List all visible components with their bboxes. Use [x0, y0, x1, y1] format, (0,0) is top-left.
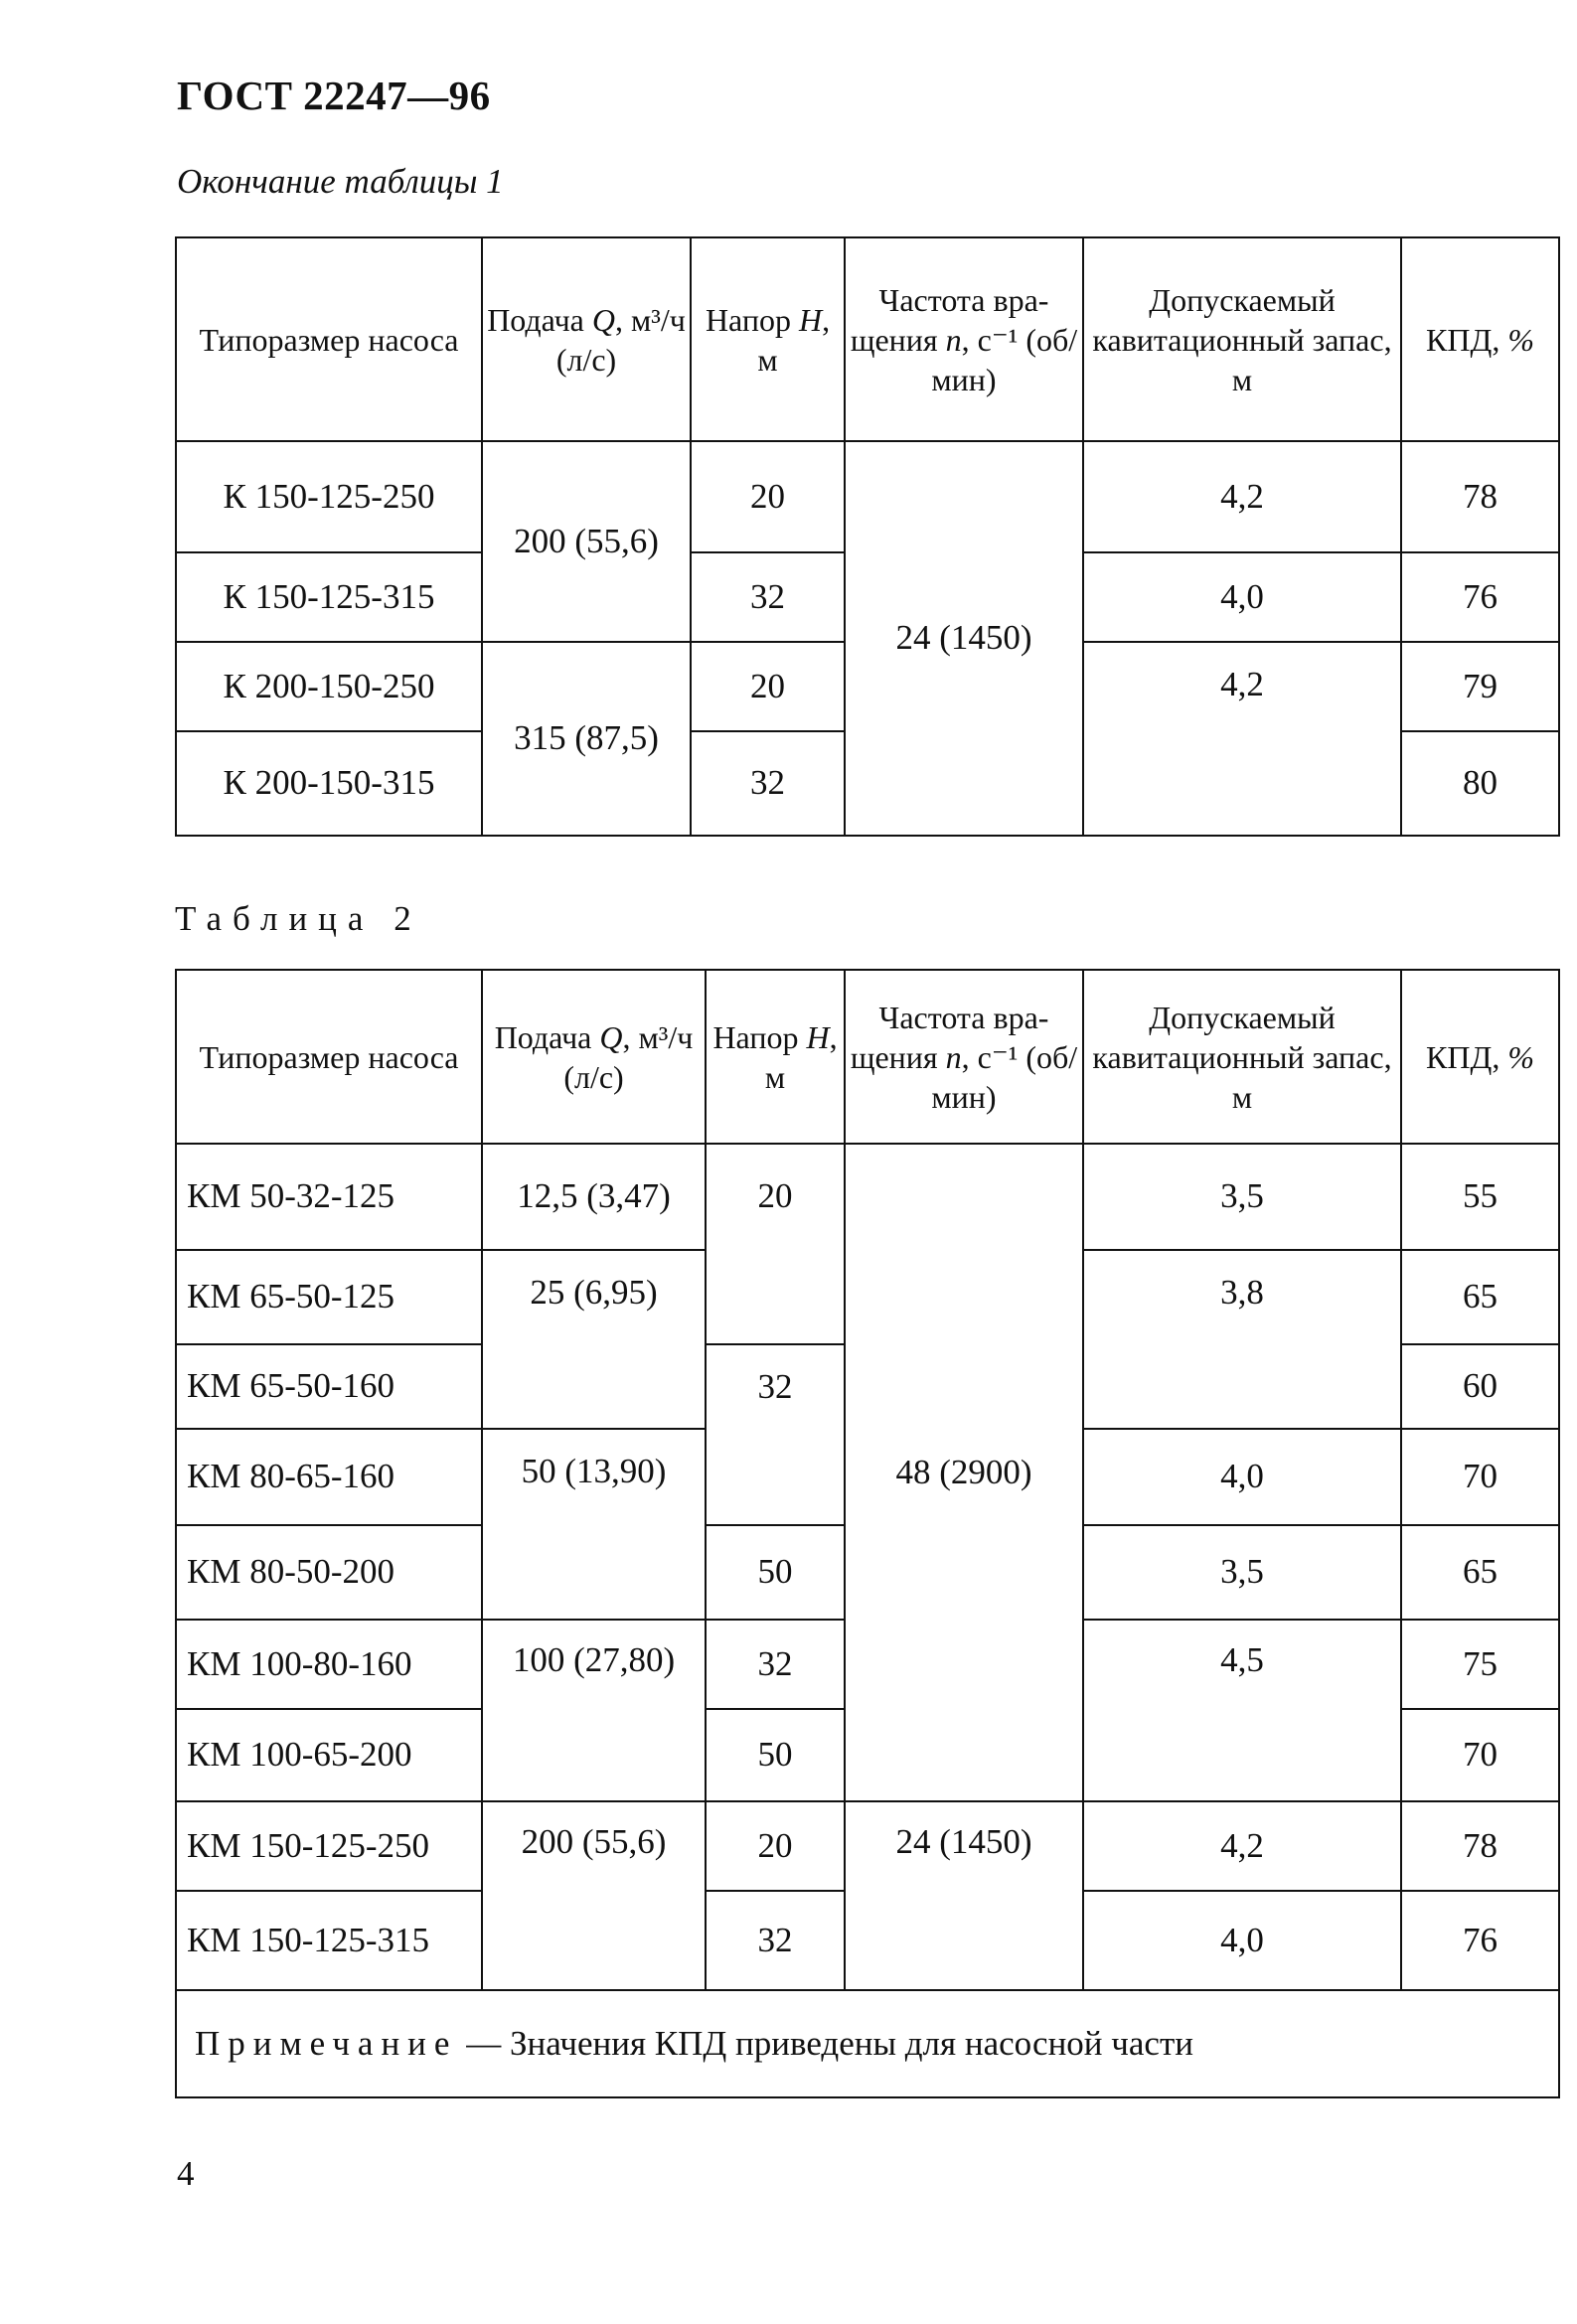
table1 — [175, 236, 1560, 837]
col-header-efficiency: КПД, % — [1401, 237, 1559, 441]
cell-type: КМ 100-80-160 — [176, 1620, 482, 1709]
cell-head: 50 — [706, 1525, 845, 1620]
cell-type: КМ 80-65-160 — [176, 1429, 482, 1525]
cell-flow: 50 (13,90) — [482, 1429, 706, 1620]
col-header-npsh: Допускаемый кавитационный запас, м — [1083, 970, 1401, 1144]
cell-head: 50 — [706, 1709, 845, 1801]
cell-type: КМ 150-125-315 — [176, 1891, 482, 1990]
cell-flow: 315 (87,5) — [482, 642, 691, 836]
table2-header-row — [176, 970, 1559, 1144]
cell-head: 20 — [706, 1144, 845, 1344]
cell-head: 32 — [706, 1620, 845, 1709]
cell-head: 20 — [706, 1801, 845, 1891]
cell-npsh: 4,0 — [1083, 1429, 1401, 1525]
page-number: 4 — [177, 2154, 195, 2193]
col-header-type: Типоразмер насоса — [176, 237, 482, 441]
col-header-speed: Частота вра-щения n, с⁻¹ (об/мин) — [845, 970, 1083, 1144]
cell-npsh: 4,2 — [1083, 1801, 1401, 1891]
cell-speed: 48 (2900) — [845, 1144, 1083, 1801]
cell-npsh: 4,0 — [1083, 1891, 1401, 1990]
cell-head: 32 — [706, 1891, 845, 1990]
cell-type: КМ 50-32-125 — [176, 1144, 482, 1250]
table-note — [176, 1990, 1559, 2097]
col-header-head: Напор H, м — [706, 970, 845, 1144]
cell-efficiency: 55 — [1401, 1144, 1559, 1250]
cell-type: КМ 80-50-200 — [176, 1525, 482, 1620]
cell-efficiency: 60 — [1401, 1344, 1559, 1429]
table-row — [176, 1801, 1559, 1891]
cell-efficiency: 76 — [1401, 552, 1559, 642]
cell-efficiency: 78 — [1401, 1801, 1559, 1891]
col-header-type: Типоразмер насоса — [176, 970, 482, 1144]
table-row — [176, 1144, 1559, 1250]
cell-type: К 200-150-250 — [176, 642, 482, 731]
cell-type: КМ 150-125-250 — [176, 1801, 482, 1891]
cell-efficiency: 65 — [1401, 1525, 1559, 1620]
table1-header-row — [176, 237, 1559, 441]
cell-npsh: 4,2 — [1083, 642, 1401, 836]
col-header-flow: Подача Q, м³/ч (л/с) — [482, 970, 706, 1144]
cell-flow: 200 (55,6) — [482, 441, 691, 642]
cell-flow: 12,5 (3,47) — [482, 1144, 706, 1250]
cell-npsh: 4,5 — [1083, 1620, 1401, 1801]
cell-head: 32 — [691, 552, 845, 642]
col-header-efficiency: КПД, % — [1401, 970, 1559, 1144]
document-id: ГОСТ 22247—96 — [177, 73, 491, 118]
col-header-npsh: Допускаемый кавитационный запас, м — [1083, 237, 1401, 441]
table2-caption: Таблица 2 — [175, 899, 422, 938]
cell-efficiency: 70 — [1401, 1429, 1559, 1525]
cell-npsh: 3,8 — [1083, 1250, 1401, 1429]
cell-efficiency: 76 — [1401, 1891, 1559, 1990]
col-header-head: Напор H, м — [691, 237, 845, 441]
cell-flow: 25 (6,95) — [482, 1250, 706, 1429]
table-note-row — [176, 1990, 1559, 2097]
cell-type: КМ 65-50-125 — [176, 1250, 482, 1344]
cell-head: 32 — [706, 1344, 845, 1525]
cell-efficiency: 75 — [1401, 1620, 1559, 1709]
cell-efficiency: 65 — [1401, 1250, 1559, 1344]
table2 — [175, 969, 1560, 2098]
col-header-speed: Частота вра-щения n, с⁻¹ (об/мин) — [845, 237, 1083, 441]
cell-npsh: 4,0 — [1083, 552, 1401, 642]
cell-type: К 200-150-315 — [176, 731, 482, 836]
cell-type: КМ 100-65-200 — [176, 1709, 482, 1801]
cell-head: 20 — [691, 441, 845, 552]
cell-npsh: 4,2 — [1083, 441, 1401, 552]
cell-type: К 150-125-250 — [176, 441, 482, 552]
cell-flow: 100 (27,80) — [482, 1620, 706, 1801]
cell-efficiency: 79 — [1401, 642, 1559, 731]
cell-efficiency: 78 — [1401, 441, 1559, 552]
cell-head: 20 — [691, 642, 845, 731]
cell-type: К 150-125-315 — [176, 552, 482, 642]
cell-efficiency: 70 — [1401, 1709, 1559, 1801]
cell-flow: 200 (55,6) — [482, 1801, 706, 1990]
col-header-flow: Подача Q, м³/ч (л/с) — [482, 237, 691, 441]
note-text: — Значения КПД приведены для насосной части — [457, 2023, 1193, 2063]
cell-type: КМ 65-50-160 — [176, 1344, 482, 1429]
table-row — [176, 441, 1559, 552]
cell-speed: 24 (1450) — [845, 441, 1083, 836]
cell-efficiency: 80 — [1401, 731, 1559, 836]
cell-head: 32 — [691, 731, 845, 836]
table1-caption: Окончание таблицы 1 — [177, 162, 504, 201]
cell-npsh: 3,5 — [1083, 1525, 1401, 1620]
cell-npsh: 3,5 — [1083, 1144, 1401, 1250]
note-label: Примечание — [195, 2023, 458, 2063]
cell-speed: 24 (1450) — [845, 1801, 1083, 1990]
